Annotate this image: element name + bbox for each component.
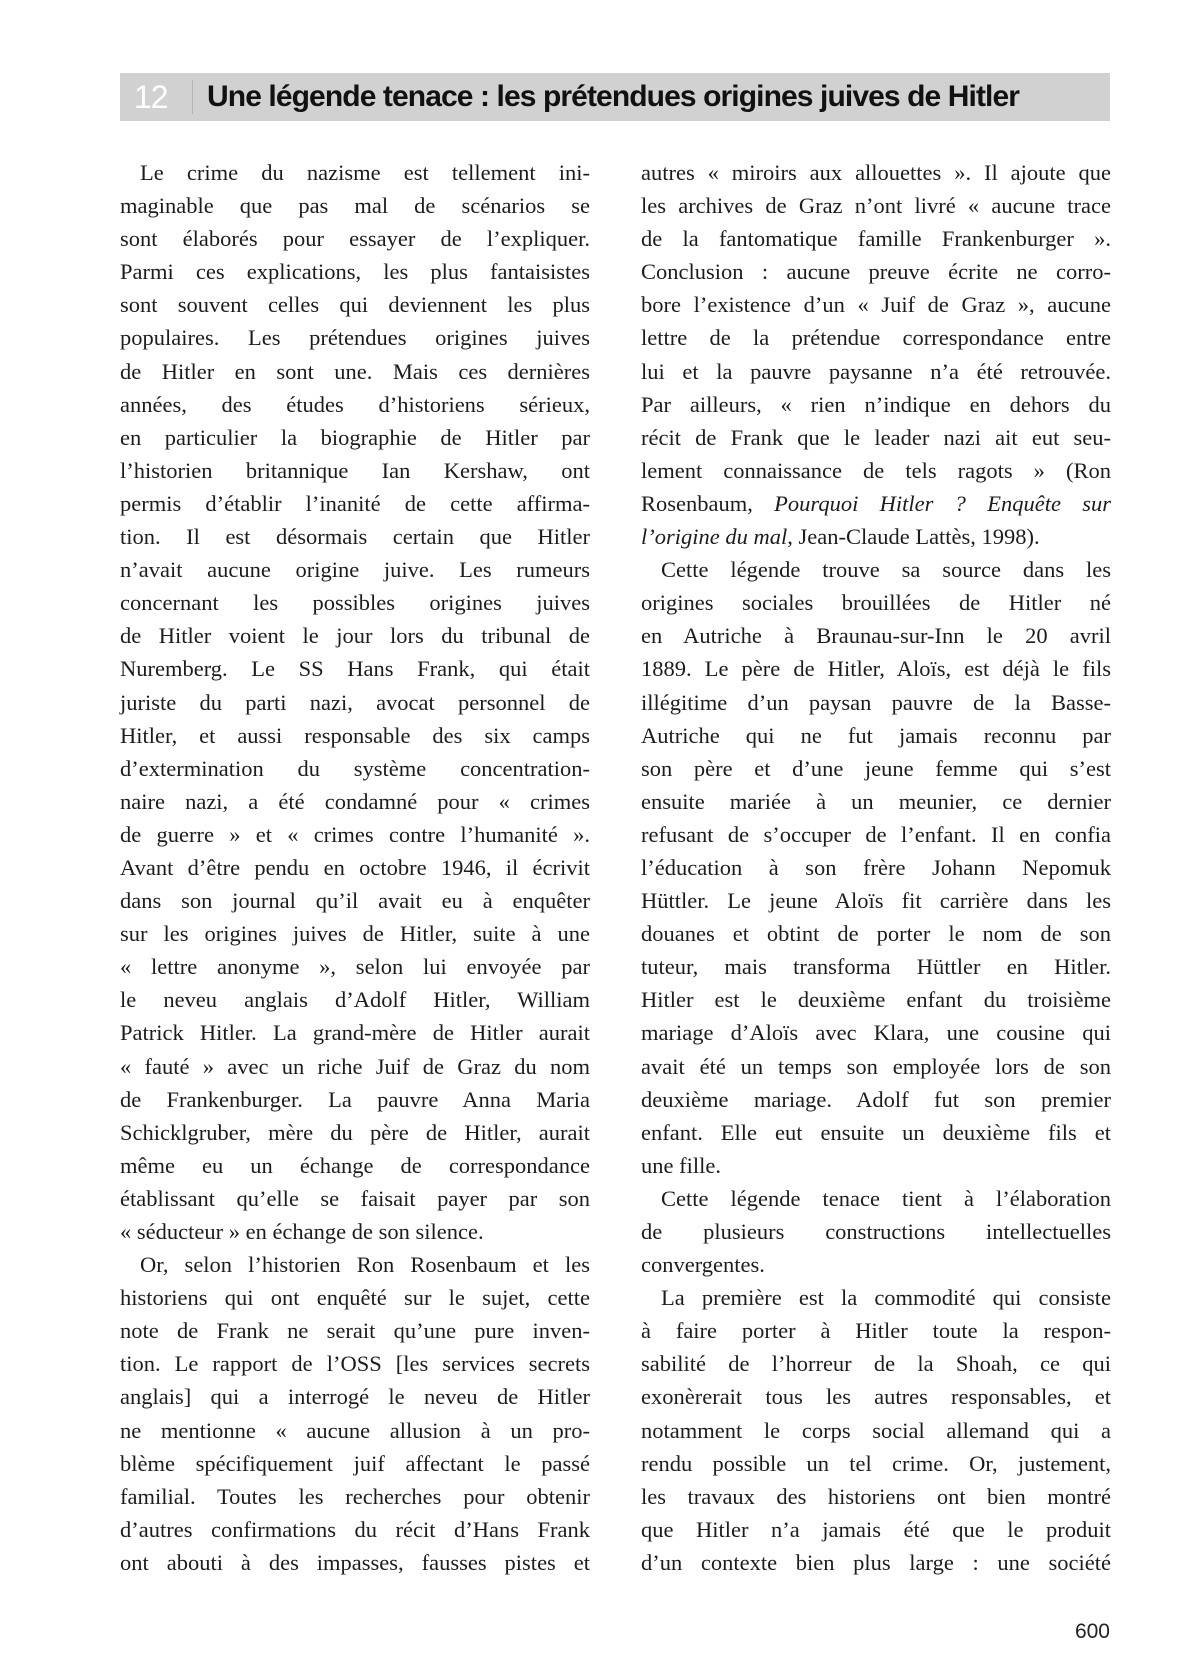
- text-line: Par ailleurs, « rien n’indique en dehors du: [641, 391, 1111, 417]
- text-line: d’extermination du système concentration-: [120, 755, 590, 781]
- text-line: sur les origines juives de Hitler, suite à une: [120, 921, 590, 947]
- text-line: de la fantomatique famille Frankenburger ».: [641, 226, 1111, 252]
- text-line: enfant. Elle eut ensuite un deuxième fils et: [641, 1119, 1111, 1145]
- text-line: en particulier la biographie de Hitler par: [120, 424, 590, 450]
- text-line: tuteur, mais transforma Hüttler en Hitler.: [641, 954, 1111, 980]
- text-line: de Frankenburger. La pauvre Anna Maria: [120, 1086, 590, 1112]
- text-line: les archives de Graz n’ont livré « aucune trace: [641, 193, 1111, 219]
- text-line: Patrick Hitler. La grand-mère de Hitler aurait: [120, 1020, 590, 1046]
- text-line: sont souvent celles qui deviennent les plus: [120, 292, 590, 318]
- text-line: de Hitler voient le jour lors du tribunal de: [120, 623, 590, 649]
- text-line: dans son journal qu’il avait eu à enquêter: [120, 888, 590, 914]
- text-line: illégitime d’un paysan pauvre de la Basse-: [641, 689, 1111, 715]
- text-line: d’autres confirmations du récit d’Hans Frank: [120, 1516, 590, 1542]
- chapter-title: Une légende tenace : les prétendues origines juives de Hitler: [207, 80, 1020, 113]
- text-line: sont élaborés pour essayer de l’expliquer.: [120, 226, 590, 252]
- text-line: origines sociales brouillées de Hitler né: [641, 590, 1111, 616]
- text-line: Schicklgruber, mère du père de Hitler, aurait: [120, 1119, 590, 1145]
- text-line: populaires. Les prétendues origines juives: [120, 325, 590, 351]
- text-line: le neveu anglais d’Adolf Hitler, William: [120, 987, 590, 1013]
- text-line: tion. Il est désormais certain que Hitler: [120, 524, 590, 550]
- text-line: deuxième mariage. Adolf fut son premier: [641, 1086, 1111, 1112]
- text-line: ensuite mariée à un meunier, ce dernier: [641, 788, 1111, 814]
- text-line: de Hitler en sont une. Mais ces dernières: [120, 358, 590, 384]
- text-line: d’un contexte bien plus large : une société: [641, 1549, 1111, 1575]
- text-line: de plusieurs constructions intellectuelles: [641, 1219, 1111, 1244]
- text-line: de guerre » et « crimes contre l’humanité ».: [120, 821, 590, 847]
- text-line: l’origine du mal, Jean-Claude Lattès, 1998).: [641, 524, 1040, 550]
- chapter-separator: [192, 80, 193, 114]
- chapter-header: [120, 73, 1110, 121]
- text-line: ont abouti à des impasses, fausses pistes et: [120, 1549, 590, 1575]
- text-line: naire nazi, a été condamné pour « crimes: [120, 788, 590, 814]
- text-line: avait été un temps son employée lors de son: [641, 1053, 1111, 1079]
- text-line: lement connaissance de tels ragots » (Ron: [641, 457, 1111, 483]
- text-line: douanes et obtint de porter le nom de son: [641, 921, 1111, 947]
- text-line: notamment le corps social allemand qui a: [641, 1417, 1111, 1443]
- text-line: « lettre anonyme », selon lui envoyée par: [120, 954, 590, 980]
- text-line: n’avait aucune origine juive. Les rumeurs: [120, 557, 590, 583]
- text-line: l’historien britannique Ian Kershaw, ont: [120, 457, 590, 483]
- text-line: Rosenbaum, Pourquoi Hitler ? Enquête sur: [641, 490, 1111, 516]
- text-line: Autriche qui ne fut jamais reconnu par: [641, 722, 1111, 748]
- text-line: juriste du parti nazi, avocat personnel de: [120, 689, 590, 715]
- text-line: mariage d’Aloïs avec Klara, une cousine qui: [641, 1020, 1111, 1046]
- text-line: exonèrerait tous les autres responsables, et: [641, 1384, 1111, 1410]
- text-line: en Autriche à Braunau-sur-Inn le 20 avril: [641, 623, 1111, 649]
- text-line: convergentes.: [641, 1252, 765, 1278]
- text-line: les travaux des historiens ont bien montré: [641, 1483, 1111, 1509]
- text-line: 1889. Le père de Hitler, Aloïs, est déjà le fils: [641, 656, 1111, 682]
- text-line: l’éducation à son frère Johann Nepomuk: [641, 854, 1111, 880]
- text-line: bore l’existence d’un « Juif de Graz », aucune: [641, 292, 1111, 318]
- text-line: historiens qui ont enquêté sur le sujet, cette: [120, 1285, 590, 1311]
- text-line: concernant les possibles origines juives: [120, 590, 590, 616]
- text-line: Hitler, et aussi responsable des six camps: [120, 722, 590, 748]
- left-column: [120, 156, 590, 1579]
- text-line: refusant de s’occuper de l’enfant. Il en confia: [641, 821, 1111, 847]
- text-line: sabilité de l’horreur de la Shoah, ce qui: [641, 1351, 1111, 1377]
- text-line: maginable que pas mal de scénarios se: [120, 193, 590, 219]
- text-line: établissant qu’elle se faisait payer par son: [120, 1185, 590, 1211]
- text-line: lui et la pauvre paysanne n’a été retrouvée.: [641, 358, 1111, 384]
- text-line: rendu possible un tel crime. Or, justement,: [641, 1450, 1111, 1476]
- text-line: que Hitler n’a jamais été que le produit: [641, 1516, 1111, 1542]
- text-line: Conclusion : aucune preuve écrite ne corro-: [641, 259, 1111, 285]
- text-line: Or, selon l’historien Ron Rosenbaum et les: [140, 1252, 590, 1278]
- text-line: Cette légende tenace tient à l’élaboration: [661, 1185, 1111, 1211]
- text-line: une fille.: [641, 1152, 721, 1178]
- page-number: 600: [1074, 1620, 1110, 1643]
- text-line: blème spécifiquement juif affectant le passé: [120, 1450, 590, 1476]
- text-line: permis d’établir l’inanité de cette affirma-: [120, 490, 590, 516]
- text-line: même eu un échange de correspondance: [120, 1152, 590, 1178]
- text-line: Avant d’être pendu en octobre 1946, il écrivit: [120, 854, 590, 880]
- text-line: anglais] qui a interrogé le neveu de Hitler: [120, 1384, 590, 1410]
- text-line: autres « miroirs aux allouettes ». Il ajoute que: [641, 160, 1111, 185]
- text-line: son père et d’une jeune femme qui s’est: [641, 755, 1111, 781]
- text-line: Nuremberg. Le SS Hans Frank, qui était: [120, 656, 590, 682]
- text-line: Hüttler. Le jeune Aloïs fit carrière dans les: [641, 888, 1111, 914]
- text-line: « séducteur » en échange de son silence.: [120, 1219, 484, 1244]
- text-line: Cette légende trouve sa source dans les: [661, 557, 1111, 583]
- text-line: note de Frank ne serait qu’une pure inven-: [120, 1318, 590, 1344]
- text-line: « fauté » avec un riche Juif de Graz du nom: [120, 1053, 590, 1079]
- text-line: lettre de la prétendue correspondance entre: [641, 325, 1111, 351]
- text-line: à faire porter à Hitler toute la respon-: [641, 1318, 1111, 1344]
- text-line: récit de Frank que le leader nazi ait eut seu-: [641, 424, 1111, 450]
- text-line: Le crime du nazisme est tellement ini-: [140, 160, 590, 185]
- text-line: années, des études d’historiens sérieux,: [120, 391, 590, 417]
- text-line: familial. Toutes les recherches pour obtenir: [120, 1483, 590, 1509]
- text-line: ne mentionne « aucune allusion à un pro-: [120, 1417, 590, 1443]
- text-line: Parmi ces explications, les plus fantaisistes: [120, 259, 590, 285]
- right-column: [641, 156, 1111, 1579]
- chapter-number: 12: [134, 78, 168, 115]
- text-line: tion. Le rapport de l’OSS [les services secrets: [120, 1351, 590, 1377]
- text-line: La première est la commodité qui consiste: [661, 1285, 1111, 1311]
- text-line: Hitler est le deuxième enfant du troisième: [641, 987, 1111, 1013]
